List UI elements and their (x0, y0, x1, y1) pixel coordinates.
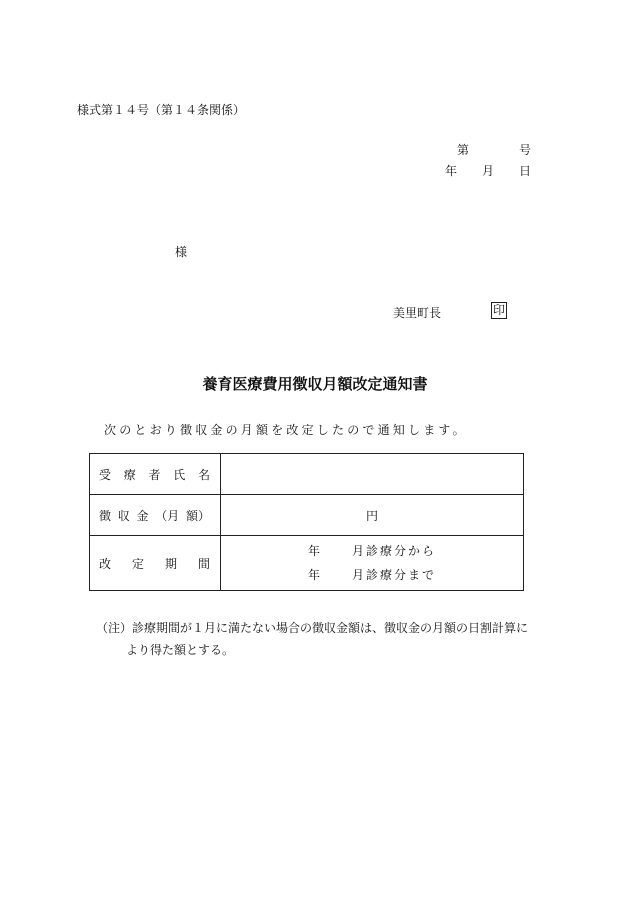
date-day: 日 (518, 164, 531, 178)
label-char: 改 (99, 556, 112, 571)
number-prefix: 第 (457, 143, 470, 157)
label-recipient-name (90, 454, 221, 495)
table-row-amount (90, 495, 524, 536)
date-year: 年 (445, 164, 458, 178)
period-from-year: 年 (307, 544, 320, 558)
label-char: 氏 (173, 467, 186, 482)
label-char: 療 (123, 467, 136, 482)
period-to-text: 月診療分まで (352, 568, 437, 582)
label-char: 間 (197, 556, 210, 571)
label-char: 者 (148, 467, 161, 482)
number-suffix: 号 (518, 143, 531, 157)
yen-unit: 円 (365, 508, 378, 523)
table-row-period (90, 536, 524, 591)
period-to (221, 563, 523, 587)
document-title: 養育医療費用徴収月額改定通知書 (202, 375, 428, 393)
label-char: 期 (164, 556, 177, 571)
info-table (89, 453, 524, 591)
label-char: 額） (185, 508, 210, 523)
label-char: 定 (131, 556, 144, 571)
revision-period-value[interactable] (221, 536, 524, 591)
date-month: 月 (481, 164, 494, 178)
label-revision-period (90, 536, 221, 591)
label-char: 金 (136, 508, 149, 523)
note-line-2: より得た額とする。 (126, 643, 235, 657)
sender-name: 美里町長 (393, 306, 442, 320)
intro-text: 次のとおり徴収金の月額を改定したので通知します。 (104, 423, 468, 437)
table-row-recipient (90, 454, 524, 495)
label-char: 名 (197, 467, 210, 482)
period-from-text: 月診療分から (352, 544, 437, 558)
period-from (221, 539, 523, 563)
label-char: 受 (99, 467, 112, 482)
label-char: 徴 (99, 508, 112, 523)
note-line-1: （注）診療期間が１月に満たない場合の徴収金額は、徴収金の月額の日割計算に (96, 621, 529, 635)
period-to-year: 年 (307, 568, 320, 582)
addressee-suffix: 様 (175, 245, 188, 259)
form-number: 様式第１４号（第１４条関係） (77, 103, 246, 117)
recipient-name-value[interactable] (221, 454, 524, 495)
seal-box: 印 (493, 303, 506, 317)
document-number-line (457, 141, 531, 158)
label-monthly-amount (90, 495, 221, 536)
issue-date-line (445, 162, 531, 179)
label-char: （月 (155, 508, 180, 523)
monthly-amount-value[interactable] (221, 495, 524, 536)
label-char: 収 (117, 508, 130, 523)
